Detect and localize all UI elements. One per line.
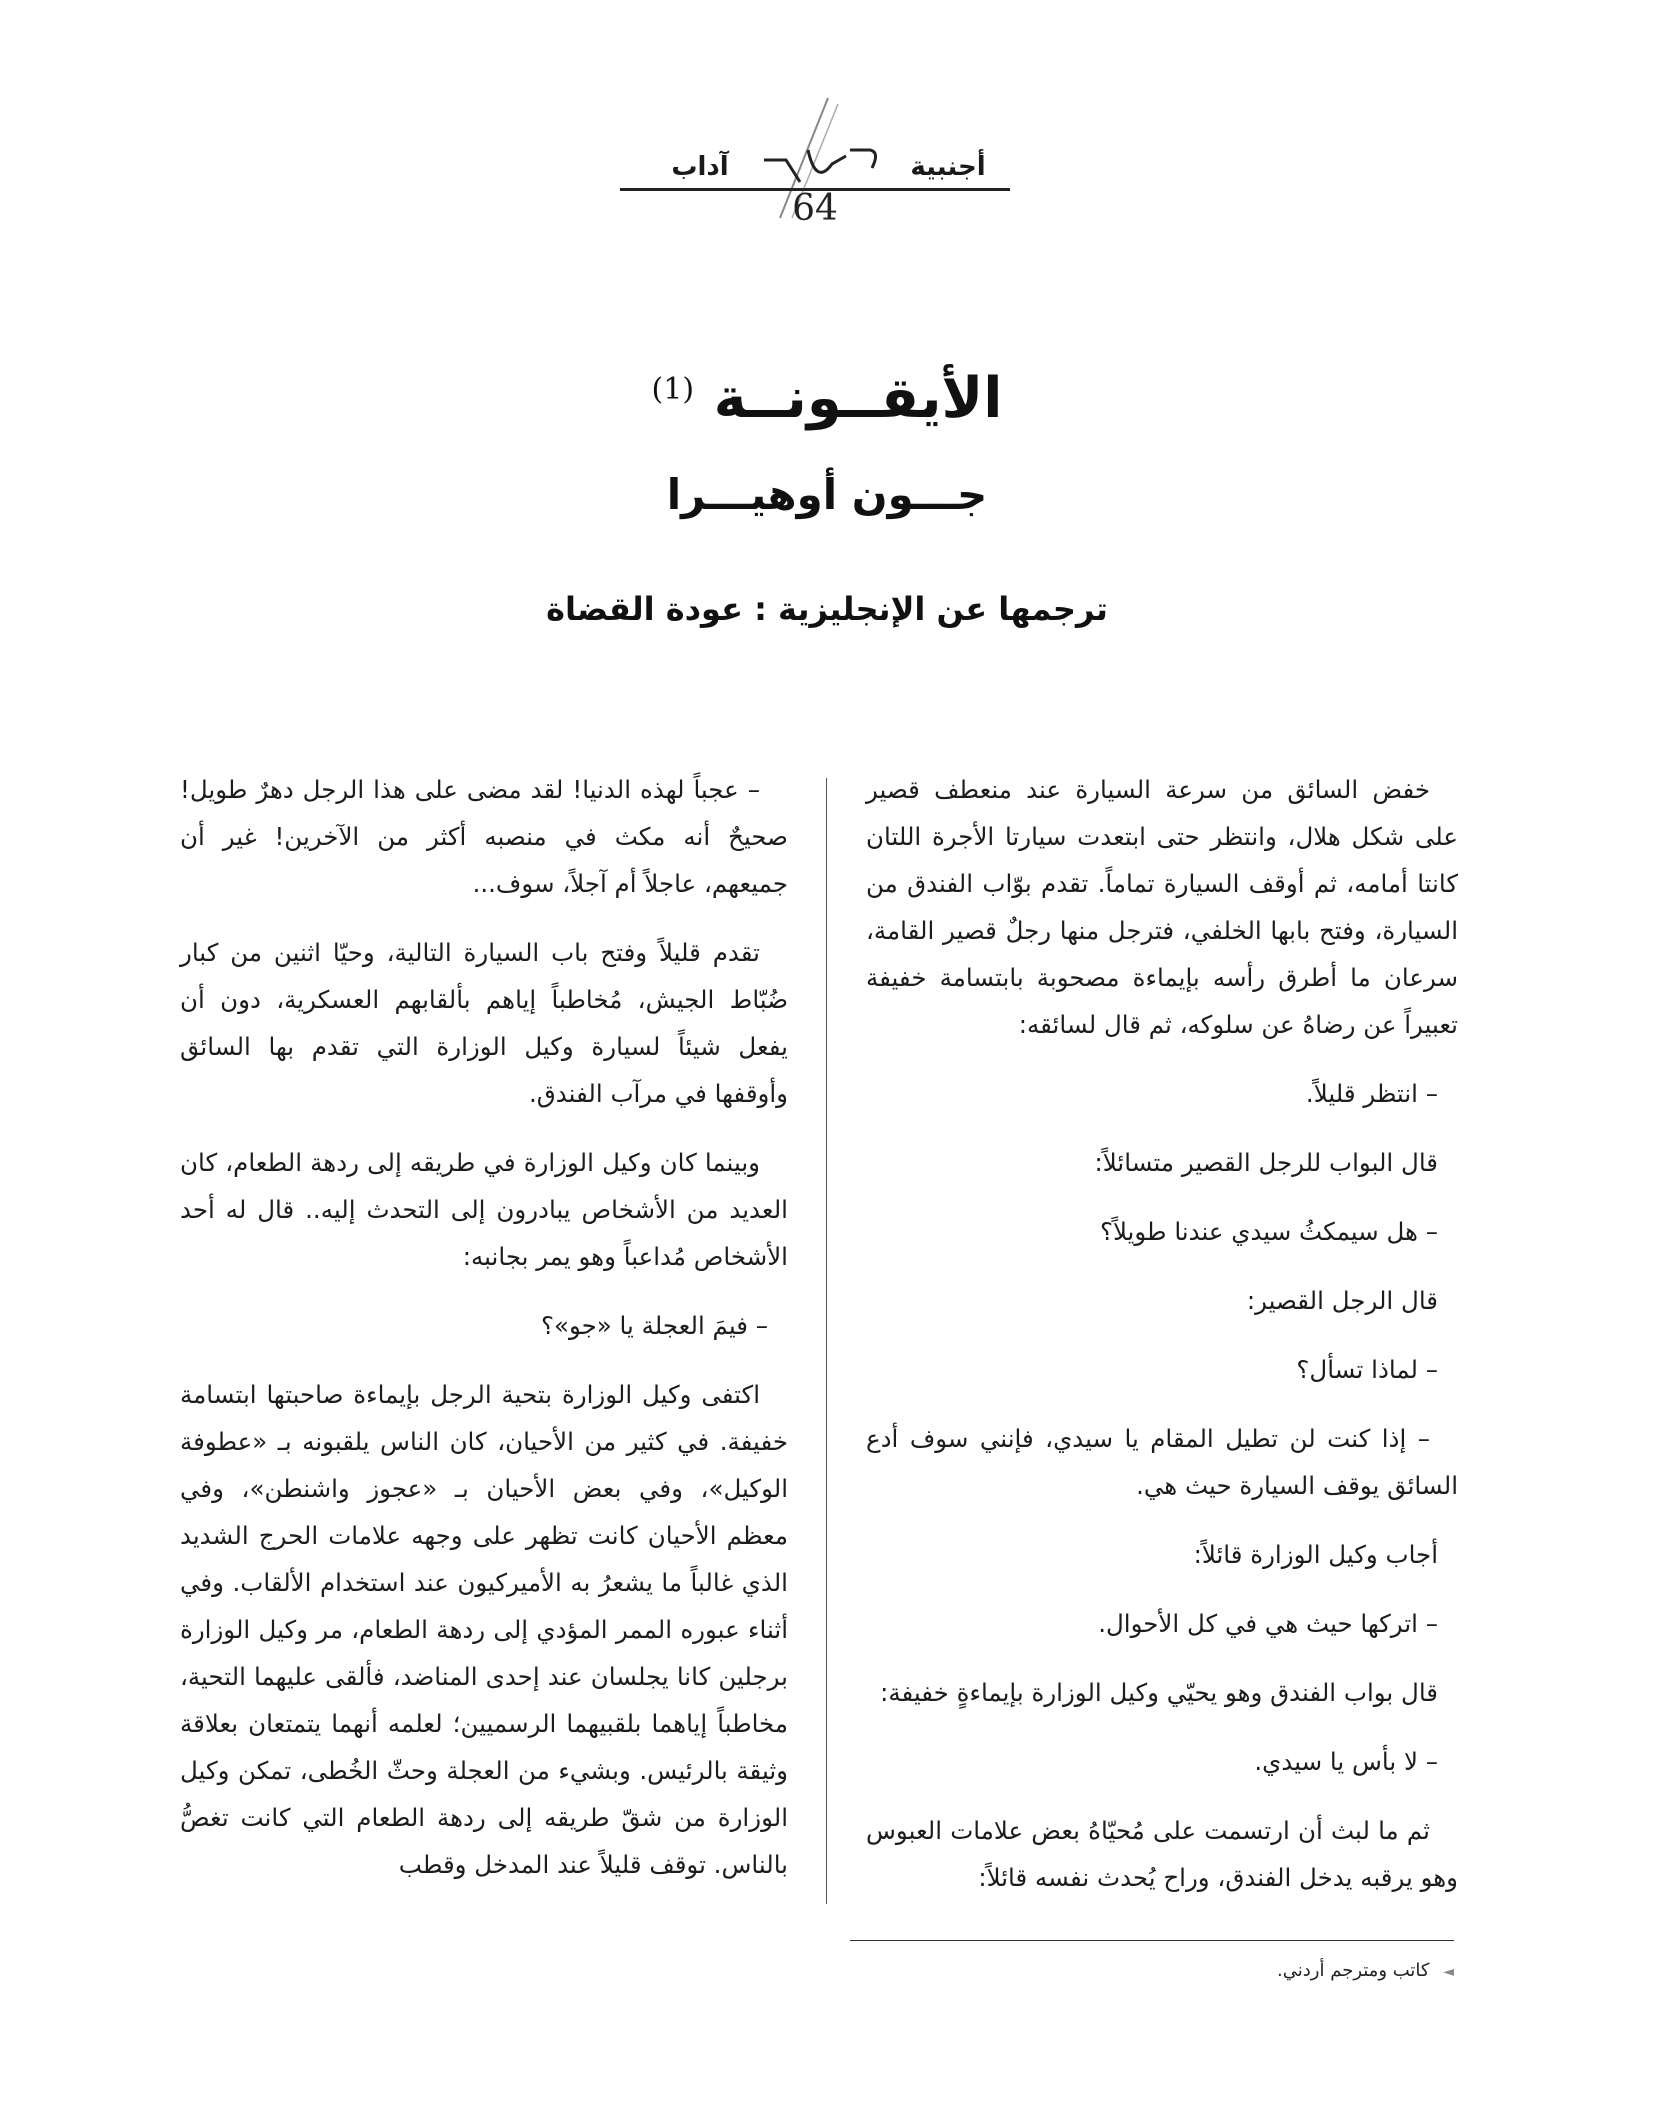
dialogue-line: – هل سيمكثُ سيدي عندنا طويلاً؟	[1099, 1217, 1438, 1246]
title-text: الأيقــونــة	[713, 366, 1003, 431]
paragraph: وبينما كان وكيل الوزارة في طريقه إلى ردهة الطعام، كان العديد من الأشخاص يبادرون إلى التحدث إليه.. قال له أحد الأشخاص مُداعباً وهو يمر بجانبه:	[180, 1148, 788, 1271]
footnote	[1277, 1960, 1454, 1981]
title-footnote-ref: (1)	[651, 372, 695, 407]
paragraph: ثم ما لبث أن ارتسمت على مُحيّاهُ بعض علامات العبوس وهو يرقبه يدخل الفندق، وراح يُحدث نفسه قائلاً:	[866, 1816, 1458, 1892]
dialogue-line: – لماذا تسأل؟	[1296, 1355, 1438, 1384]
section-label-right: آداب	[671, 152, 729, 182]
article-title	[0, 366, 1654, 431]
section-label-left: أجنبية	[910, 152, 986, 182]
dialogue-line: أجاب وكيل الوزارة قائلاً:	[1193, 1540, 1438, 1569]
dialogue-line: قال البواب للرجل القصير متسائلاً:	[1094, 1148, 1438, 1177]
paragraph: – عجباً لهذه الدنيا! لقد مضى على هذا الرجل دهرٌ طويل! صحيحٌ أنه مكث في منصبه أكثر من الآخرين! غير أن جميعهم، عاجلاً أم آجلاً، سوف...	[180, 775, 788, 898]
article-translator: ترجمها عن الإنجليزية : عودة القضاة	[546, 590, 1108, 628]
page-number: 64	[792, 188, 838, 229]
column-divider	[826, 778, 827, 1904]
paragraph: – إذا كنت لن تطيل المقام يا سيدي، فإنني سوف أدع السائق يوقف السيارة حيث هي.	[866, 1424, 1458, 1500]
footnote-text: كاتب ومترجم أردني.	[1277, 1960, 1430, 1981]
dialogue-line: – فيمَ العجلة يا «جو»؟	[540, 1311, 768, 1340]
dialogue-line: قال بواب الفندق وهو يحيّي وكيل الوزارة بإيماءةٍ خفيفة:	[880, 1678, 1438, 1707]
triangle-marker-icon: ◄	[1443, 1964, 1454, 1980]
dialogue-line: – اتركها حيث هي في كل الأحوال.	[1098, 1609, 1438, 1638]
paragraph: اكتفى وكيل الوزارة بتحية الرجل بإيماءة صاحبتها ابتسامة خفيفة. في كثير من الأحيان، كان الناس يلقبونه بـ «عطوفة الوكيل»، وفي بعض الأحيان بـ «عجوز واشنطن»، وفي معظم الأحيان كانت تظهر على وجهه علامات الحرج الشديد الذي غالباً ما يشعرُ به الأميركيون عند استخدام الألقاب. وفي أثناء عبوره الممر المؤدي إلى ردهة الطعام، مر وكيل الوزارة برجلين كانا يجلسان عند إحدى المناضد، فألقى عليهما التحية، مخاطباً إياهما بلقبيهما الرسميين؛ لعلمه أنهما يتمتعان بعلاقة وثيقة بالرئيس. وبشيء من العجلة وحثّ الخُطى، تمكن وكيل الوزارة من شقّ طريقه إلى ردهة الطعام التي كانت تغصُّ بالناس. توقف قليلاً عند المدخل وقطب	[180, 1380, 788, 1879]
paragraph: خفض السائق من سرعة السيارة عند منعطف قصير على شكل هلال، وانتظر حتى ابتعدت سيارتا الأجرة اللتان كانتا أمامه، ثم أوقف السيارة تماماً. تقدم بوّاب الفندق من السيارة، وفتح بابها الخلفي، فترجل منها رجلٌ قصير القامة، سرعان ما أطرق رأسه بإيماءة مصحوبة بابتسامة خفيفة تعبيراً عن رضاهُ عن سلوكه، ثم قال لسائقه:	[866, 775, 1458, 1039]
article-author: جـــون أوهيـــرا	[666, 470, 988, 519]
footnote-rule	[850, 1940, 1454, 1941]
dialogue-line: – انتظر قليلاً.	[1305, 1079, 1438, 1108]
right-column	[866, 766, 1458, 1923]
dialogue-line: قال الرجل القصير:	[1246, 1286, 1438, 1315]
page-header	[620, 90, 1010, 240]
paragraph: تقدم قليلاً وفتح باب السيارة التالية، وحيّا اثنين من كبار ضُبّاط الجيش، مُخاطباً إياهم بألقابهم العسكرية، دون أن يفعل شيئاً لسيارة وكيل الوزارة التي تقدم بها السائق وأوقفها في مرآب الفندق.	[180, 938, 788, 1108]
dialogue-line: – لا بأس يا سيدي.	[1254, 1747, 1438, 1776]
left-column	[180, 766, 788, 1910]
